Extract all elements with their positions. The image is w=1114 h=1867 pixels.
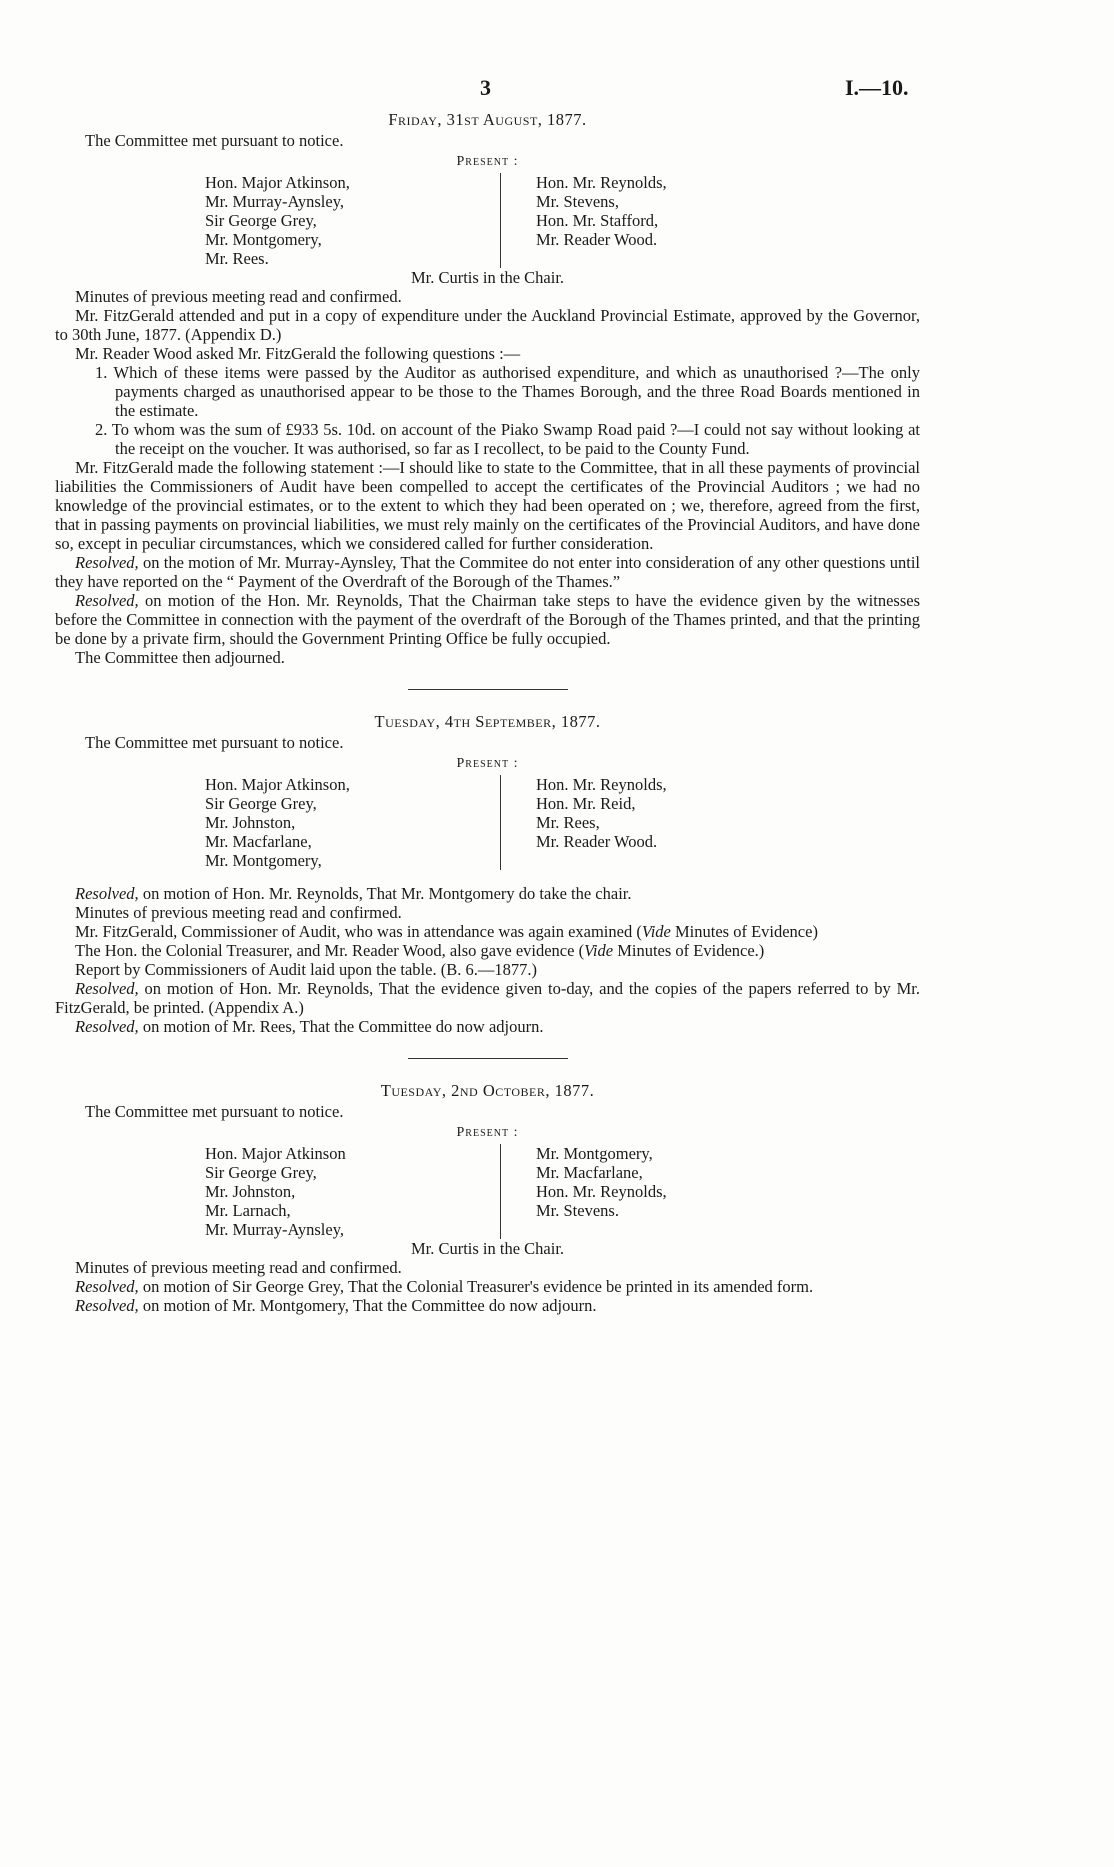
column-divider <box>500 1144 501 1239</box>
resolved-label: Resolved, <box>75 1296 139 1315</box>
chair-statement: Mr. Curtis in the Chair. <box>410 268 565 287</box>
resolution <box>55 553 920 591</box>
resolution-text: on motion of Mr. Montgomery, That the Committee do now adjourn. <box>138 1296 597 1315</box>
member: Mr. Reader Wood. <box>536 230 658 249</box>
present-label: Present : <box>456 756 519 771</box>
meeting-notice: The Committee met pursuant to notice. <box>85 1102 344 1121</box>
resolution-text: on motion of Hon. Mr. Reynolds, That the evidence given to-day, and the copies of the papers referred to by Mr. FitzGerald, be printed. (Appendix A.) <box>55 979 920 1017</box>
vide-label: Vide <box>584 941 614 960</box>
meeting-notice: The Committee met pursuant to notice. <box>85 131 344 150</box>
page <box>55 70 920 1315</box>
member: Mr. Murray-Aynsley, <box>205 192 345 211</box>
resolution <box>55 1296 920 1315</box>
member: Hon. Mr. Reynolds, <box>536 1182 667 1201</box>
members-left-column <box>205 1144 465 1239</box>
member: Mr. Reader Wood. <box>536 832 658 851</box>
members-right-column <box>536 173 786 268</box>
member: Mr. Larnach, <box>205 1201 291 1220</box>
paragraph-text: The Hon. the Colonial Treasurer, and Mr. Reader Wood, also gave evidence ( <box>75 941 585 960</box>
meeting-2 <box>55 712 920 1036</box>
document-code: I.—10. <box>845 75 909 100</box>
paragraph: The Committee then adjourned. <box>75 648 285 667</box>
resolved-label: Resolved, <box>75 591 139 610</box>
resolved-label: Resolved, <box>75 1017 139 1036</box>
paragraph-text: Minutes of Evidence.) <box>613 941 765 960</box>
resolution <box>55 1277 920 1296</box>
resolution-text: on motion of Hon. Mr. Reynolds, That Mr. Montgomery do take the chair. <box>138 884 632 903</box>
resolved-label: Resolved, <box>75 884 139 903</box>
members-left-column <box>205 173 465 268</box>
members-right-column <box>536 775 786 870</box>
member: Mr. Rees, <box>536 813 600 832</box>
present-label: Present : <box>456 154 519 169</box>
members-present <box>55 775 920 870</box>
present-label: Present : <box>456 1125 519 1140</box>
resolved-label: Resolved, <box>75 1277 139 1296</box>
column-divider <box>500 173 501 268</box>
member: Sir George Grey, <box>205 1163 317 1182</box>
resolution <box>55 1017 920 1036</box>
member: Mr. Montgomery, <box>205 230 322 249</box>
member: Mr. Johnston, <box>205 1182 296 1201</box>
paragraph: Mr. FitzGerald attended and put in a copy of expenditure under the Auckland Provincial Estimate, approved by the Governor, to 30th June, 1877. (Appendix D.) <box>55 306 920 344</box>
resolution-text: on the motion of Mr. Murray-Aynsley, That the Commitee do not enter into consideration of any other questions until they have reported on the “ Payment of the Overdraft of the Borough of the Thames.” <box>55 553 920 591</box>
resolved-label: Resolved, <box>75 979 139 998</box>
member: Sir George Grey, <box>205 211 317 230</box>
section-divider <box>408 689 568 690</box>
member: Mr. Stevens, <box>536 192 619 211</box>
member: Mr. Murray-Aynsley, <box>205 1220 345 1239</box>
member: Sir George Grey, <box>205 794 317 813</box>
member: Hon. Major Atkinson <box>205 1144 346 1163</box>
page-number: 3 <box>480 75 491 100</box>
member: Hon. Mr. Reynolds, <box>536 775 667 794</box>
member: Hon. Mr. Stafford, <box>536 211 659 230</box>
member: Mr. Montgomery, <box>205 851 322 870</box>
resolution <box>55 884 920 903</box>
paragraph-text: Mr. FitzGerald, Commissioner of Audit, who was in attendance was again examined ( <box>75 922 642 941</box>
meeting-date: Tuesday, 2nd October, 1877. <box>380 1081 595 1100</box>
meeting-3 <box>55 1081 920 1315</box>
resolution <box>55 979 920 1017</box>
section-divider <box>408 1058 568 1059</box>
column-divider <box>500 775 501 870</box>
member: Mr. Montgomery, <box>536 1144 653 1163</box>
question-1: 1. Which of these items were passed by the Auditor as authorised expenditure, and which as unauthorised ?—The only payments charged as unauthorised appear to be those to the Thames Borough, and the three Road Boards mentioned in the estimate. <box>95 363 920 420</box>
paragraph <box>55 941 920 960</box>
member: Hon. Mr. Reid, <box>536 794 636 813</box>
member: Mr. Johnston, <box>205 813 296 832</box>
paragraph-text: Minutes of Evidence) <box>670 922 818 941</box>
paragraph: Report by Commissioners of Audit laid upon the table. (B. 6.—1877.) <box>75 960 537 979</box>
statement: Mr. FitzGerald made the following statement :—I should like to state to the Committee, that in all these payments of provincial liabilities the Commissioners of Audit have been compelled to accept the certificates of the Provincial Auditors ; we had no knowledge of the provincial estimates, or to the extent to which they had been operated on ; we, therefore, agreed from the first, that in passing payments on provincial liabilities, we must rely mainly on the certificates of the Provincial Auditors, and have done so, except in peculiar circumstances, which we considered called for further consideration. <box>55 458 920 553</box>
paragraph: Minutes of previous meeting read and confirmed. <box>75 1258 402 1277</box>
members-present <box>55 1144 920 1239</box>
member: Hon. Major Atkinson, <box>205 775 350 794</box>
page-header <box>55 70 920 110</box>
member: Hon. Mr. Reynolds, <box>536 173 667 192</box>
members-present <box>55 173 920 268</box>
chair-statement: Mr. Curtis in the Chair. <box>410 1239 565 1258</box>
vide-label: Vide <box>641 922 671 941</box>
meeting-notice: The Committee met pursuant to notice. <box>85 733 344 752</box>
members-right-column <box>536 1144 786 1239</box>
member: Mr. Macfarlane, <box>536 1163 643 1182</box>
paragraph: Mr. Reader Wood asked Mr. FitzGerald the following questions :— <box>75 344 521 363</box>
member: Mr. Stevens. <box>536 1201 619 1220</box>
member: Hon. Major Atkinson, <box>205 173 350 192</box>
resolution-text: on motion of Sir George Grey, That the Colonial Treasurer's evidence be printed in its amended form. <box>138 1277 814 1296</box>
question-2: 2. To whom was the sum of £933 5s. 10d. on account of the Piako Swamp Road paid ?—I could not say without looking at the receipt on the voucher. It was authorised, so far as I recollect, to be paid to the County Fund. <box>95 420 920 458</box>
resolution <box>55 591 920 648</box>
paragraph: Minutes of previous meeting read and confirmed. <box>75 903 402 922</box>
meeting-1 <box>55 110 920 667</box>
paragraph: Minutes of previous meeting read and confirmed. <box>75 287 402 306</box>
meeting-date: Friday, 31st August, 1877. <box>388 110 587 129</box>
paragraph <box>55 922 920 941</box>
meeting-date: Tuesday, 4th September, 1877. <box>374 712 601 731</box>
members-left-column <box>205 775 465 870</box>
resolved-label: Resolved, <box>75 553 139 572</box>
resolution-text: on motion of Mr. Rees, That the Committee do now adjourn. <box>138 1017 544 1036</box>
member: Mr. Macfarlane, <box>205 832 312 851</box>
resolution-text: on motion of the Hon. Mr. Reynolds, That the Chairman take steps to have the evidence given by the witnesses before the Committee in connection with the payment of the overdraft of the Borough of the Thames printed, and that the printing be done by a private firm, should the Government Printing Office be fully occupied. <box>55 591 920 648</box>
member: Mr. Rees. <box>205 249 269 268</box>
